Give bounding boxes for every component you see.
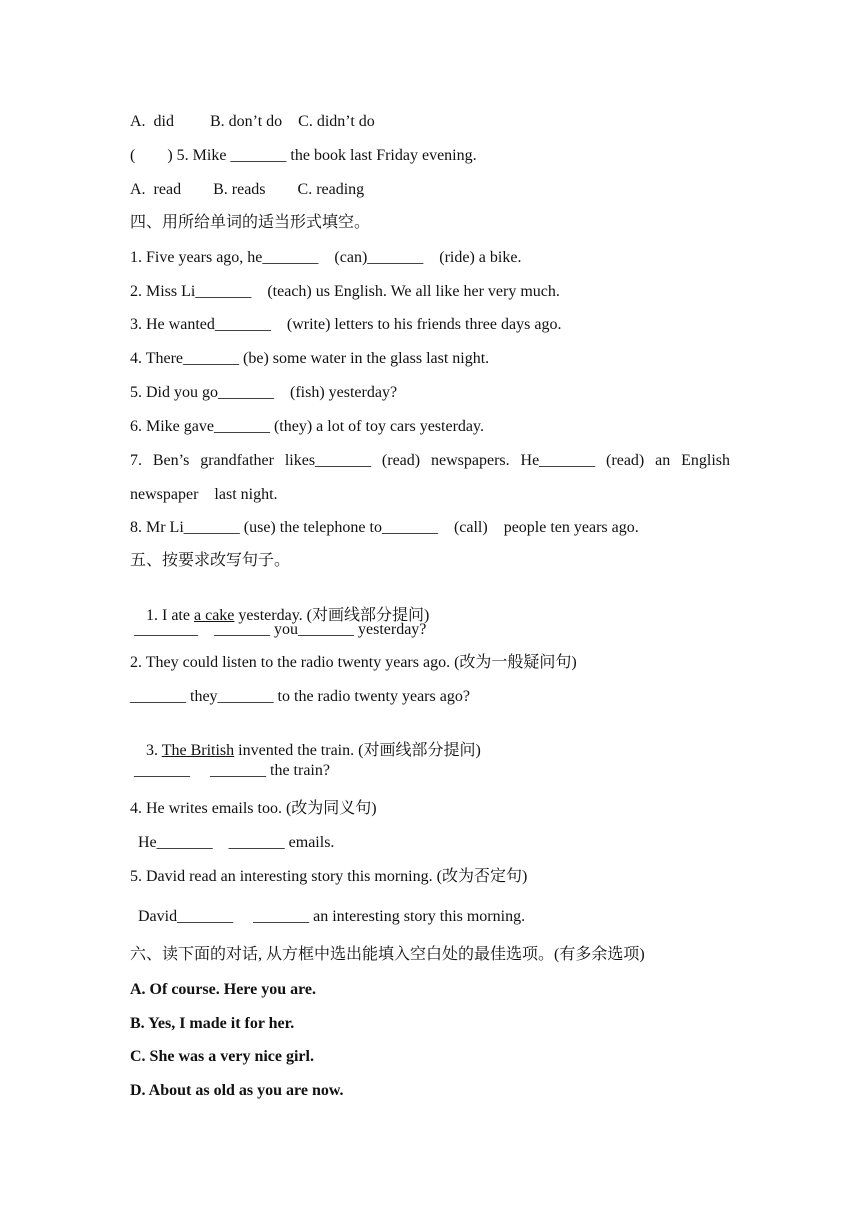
rewrite-answer-1: ________ _______ you_______ yesterday? <box>130 621 427 638</box>
choice-d: D. About as old as you are now. <box>130 1082 344 1099</box>
rewrite-item-4: 4. He writes emails too. (改为同义句) <box>130 800 377 817</box>
fill-item-1: 1. Five years ago, he_______ (can)_______ (ride) a bike. <box>130 249 522 266</box>
rewrite-answer-4: He_______ _______ emails. <box>130 834 335 851</box>
section-4-heading: 四、用所给单词的适当形式填空。 <box>130 214 371 231</box>
choice-b: B. Yes, I made it for her. <box>130 1015 295 1032</box>
fill-item-4: 4. There_______ (be) some water in the glass last night. <box>130 350 490 367</box>
fill-item-7: 7. Ben’s grandfather likes_______ (read) newspapers. He_______ (read) an English <box>130 452 730 469</box>
fill-item-3: 3. He wanted_______ (write) letters to his friends three days ago. <box>130 316 562 333</box>
rewrite-item-5: 5. David read an interesting story this morning. (改为否定句) <box>130 868 528 885</box>
choice-c: C. She was a very nice girl. <box>130 1048 314 1065</box>
fill-item-7-continued: newspaper last night. <box>130 486 278 503</box>
fill-item-5: 5. Did you go_______ (fish) yesterday? <box>130 384 398 401</box>
options-q5: A. read B. reads C. reading <box>130 181 365 198</box>
rewrite-answer-2: _______ they_______ to the radio twenty years ago? <box>130 688 470 705</box>
rewrite-item-3-suffix: invented the train. (对画线部分提问) <box>234 742 481 759</box>
rewrite-item-1-prefix: 1. I ate <box>146 607 194 624</box>
fill-item-2: 2. Miss Li_______ (teach) us English. We all like her very much. <box>130 283 560 300</box>
rewrite-item-1-suffix: yesterday. (对画线部分提问) <box>234 607 430 624</box>
fill-item-6: 6. Mike gave_______ (they) a lot of toy cars yesterday. <box>130 418 484 435</box>
fill-item-8: 8. Mr Li_______ (use) the telephone to_______ (call) people ten years ago. <box>130 519 639 536</box>
question-5: ( ) 5. Mike _______ the book last Friday evening. <box>130 147 477 164</box>
rewrite-item-2: 2. They could listen to the radio twenty years ago. (改为一般疑问句) <box>130 654 577 671</box>
options-q4: A. did B. don’t do C. didn’t do <box>130 113 375 130</box>
section-6-heading: 六、读下面的对话, 从方框中选出能填入空白处的最佳选项。(有多余选项) <box>130 946 645 963</box>
underlined-phrase: a cake <box>193 607 235 624</box>
rewrite-answer-5: David_______ _______ an interesting story this morning. <box>130 908 526 925</box>
underlined-phrase: The British <box>161 742 235 759</box>
choice-a: A. Of course. Here you are. <box>130 981 317 998</box>
rewrite-answer-3: _______ _______ the train? <box>130 762 330 779</box>
rewrite-item-3-prefix: 3. <box>146 742 162 759</box>
section-5-heading: 五、按要求改写句子。 <box>130 552 291 569</box>
